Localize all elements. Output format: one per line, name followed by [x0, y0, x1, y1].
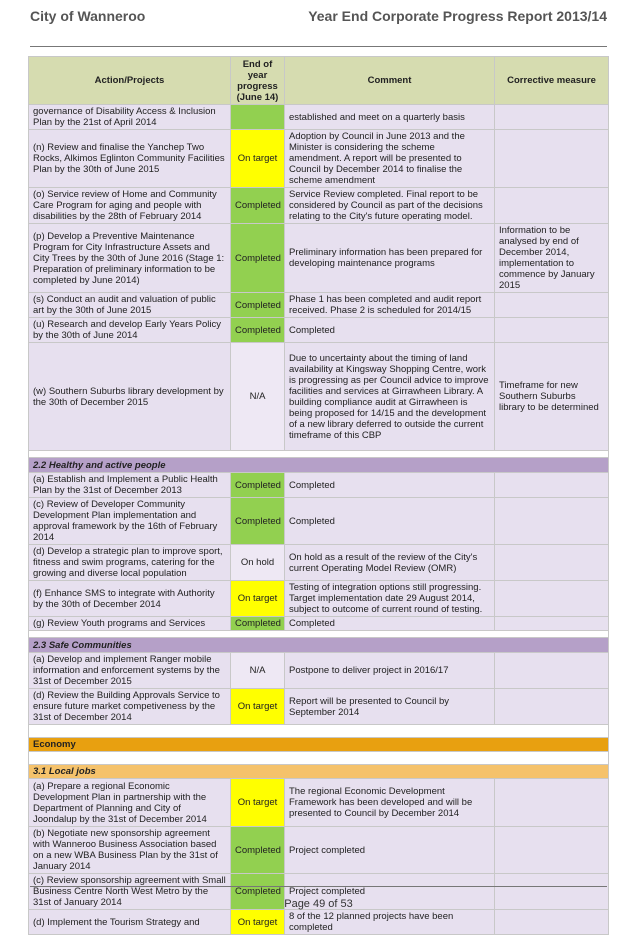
status-cell: On target [231, 130, 285, 188]
action-cell: (n) Review and finalise the Yanchep Two Rocks, Alkimos Eglinton Community Facilities Plan by the 30th of June 2015 [29, 130, 231, 188]
col-header-corrective: Corrective measure [495, 57, 609, 105]
status-cell: Completed [231, 617, 285, 631]
section-title-2-3: 2.3 Safe Communities [29, 638, 609, 653]
corrective-cell [495, 581, 609, 617]
table-header-row [29, 57, 609, 105]
table-row [29, 224, 609, 293]
section-row [29, 458, 609, 473]
section-title-2-2: 2.2 Healthy and active people [29, 458, 609, 473]
action-cell: (b) Negotiate new sponsorship agreement with Wanneroo Business Association based on a new WBA Business Plan by the 31st of January 2014 [29, 827, 231, 874]
status-cell: N/A [231, 343, 285, 451]
corrective-cell: Information to be analysed by end of December 2014, implementation to commence by January 2015 [495, 224, 609, 293]
comment-cell: Report will be presented to Council by September 2014 [285, 689, 495, 725]
table-row [29, 105, 609, 130]
table-row [29, 653, 609, 689]
page-number: Page 49 of 53 [284, 898, 353, 910]
status-cell: On target [231, 779, 285, 827]
corrective-cell [495, 779, 609, 827]
table-row [29, 343, 609, 451]
corrective-cell [495, 130, 609, 188]
comment-cell: 8 of the 12 planned projects have been completed [285, 910, 495, 935]
comment-cell: Adoption by Council in June 2013 and the Minister is considering the scheme amendment. A report will be presented to Council by December 2014 to finalise the scheme amendment [285, 130, 495, 188]
comment-cell: Project completed [285, 827, 495, 874]
corrective-cell [495, 545, 609, 581]
corrective-cell [495, 653, 609, 689]
status-cell [231, 105, 285, 130]
action-cell: (d) Implement the Tourism Strategy and [29, 910, 231, 935]
action-cell: (s) Conduct an audit and valuation of public art by the 30th of June 2015 [29, 293, 231, 318]
table-row [29, 188, 609, 224]
status-cell: Completed [231, 498, 285, 545]
action-cell: (c) Review sponsorship agreement with Small Business Centre North West Metro by the 31st of January 2014 [29, 874, 231, 910]
col-header-action: Action/Projects [29, 57, 231, 105]
table-row [29, 689, 609, 725]
status-cell: Completed [231, 224, 285, 293]
table-row [29, 910, 609, 935]
corrective-cell: Timeframe for new Southern Suburbs library to be determined [495, 343, 609, 451]
status-cell: Completed [231, 293, 285, 318]
page-header [30, 8, 607, 28]
status-cell: Completed [231, 473, 285, 498]
comment-cell: On hold as a result of the review of the City's current Operating Model Review (OMR) [285, 545, 495, 581]
corrective-cell [495, 827, 609, 874]
section-row [29, 765, 609, 779]
status-cell: On target [231, 581, 285, 617]
corrective-cell [495, 293, 609, 318]
status-cell: Completed [231, 827, 285, 874]
status-cell: Completed [231, 318, 285, 343]
report-title: Year End Corporate Progress Report 2013/14 [308, 8, 607, 24]
economy-title: Economy [29, 738, 609, 752]
corrective-cell [495, 498, 609, 545]
comment-cell: Preliminary information has been prepared for developing maintenance programs [285, 224, 495, 293]
action-cell: (p) Develop a Preventive Maintenance Program for City Infrastructure Assets and City Trees by the 30th of June 2016 (Stage 1: Preparation of preliminary information to be completed by June 2014) [29, 224, 231, 293]
comment-cell: Completed [285, 473, 495, 498]
table-row [29, 473, 609, 498]
comment-cell: Due to uncertainty about the timing of land availability at Kingsway Shopping Centre, work is progressing as per Council advice to improve facilities and services at Girrawheen Library. A building compliance audit at Girrawheen is being proposed for 14/15 and the development of a new library deferred to outside the current timeframe of this CBP [285, 343, 495, 451]
table-row [29, 779, 609, 827]
progress-table [28, 56, 609, 935]
comment-cell: established and meet on a quarterly basis [285, 105, 495, 130]
comment-cell: The regional Economic Development Framework has been developed and will be presented to Council by December 2014 [285, 779, 495, 827]
action-cell: (a) Prepare a regional Economic Development Plan in partnership with the Department of Planning and City of Joondalup by the 31st of December 2014 [29, 779, 231, 827]
economy-row [29, 738, 609, 752]
corrective-cell [495, 105, 609, 130]
table-row [29, 293, 609, 318]
table-row [29, 318, 609, 343]
action-cell: (a) Develop and implement Ranger mobile information and enforcement systems by the 31st of December 2015 [29, 653, 231, 689]
section-row [29, 638, 609, 653]
header-divider [30, 46, 607, 47]
corrective-cell [495, 188, 609, 224]
action-cell: (c) Review of Developer Community Development Plan implementation and approval framework by the 16th of February 2014 [29, 498, 231, 545]
comment-cell: Phase 1 has been completed and audit report received. Phase 2 is scheduled for 2014/15 [285, 293, 495, 318]
status-cell: On hold [231, 545, 285, 581]
action-cell: (g) Review Youth programs and Services [29, 617, 231, 631]
comment-cell: Project completed [285, 874, 495, 910]
footer-divider [30, 886, 607, 887]
comment-cell: Service Review completed. Final report to be considered by Council as part of the decisions relating to the City's future operating model. [285, 188, 495, 224]
table-row [29, 498, 609, 545]
table-row [29, 545, 609, 581]
organization-name: City of Wanneroo [30, 8, 146, 24]
comment-cell: Completed [285, 498, 495, 545]
corrective-cell [495, 617, 609, 631]
comment-cell: Postpone to deliver project in 2016/17 [285, 653, 495, 689]
table-row [29, 581, 609, 617]
status-cell: Completed [231, 874, 285, 910]
comment-cell: Completed [285, 318, 495, 343]
action-cell: (a) Establish and Implement a Public Health Plan by the 31st of December 2013 [29, 473, 231, 498]
action-cell: (o) Service review of Home and Community Care Program for aging and people with disabilities by the 28th of February 2014 [29, 188, 231, 224]
col-header-status: End of year progress (June 14) [231, 57, 285, 105]
action-cell: governance of Disability Access & Inclusion Plan by the 21st of April 2014 [29, 105, 231, 130]
status-cell: Completed [231, 188, 285, 224]
section-title-3-1: 3.1 Local jobs [29, 765, 609, 779]
table-row [29, 617, 609, 631]
action-cell: (f) Enhance SMS to integrate with Authority by the 30th of December 2014 [29, 581, 231, 617]
corrective-cell [495, 318, 609, 343]
col-header-comment: Comment [285, 57, 495, 105]
table-row [29, 827, 609, 874]
corrective-cell [495, 910, 609, 935]
status-cell: N/A [231, 653, 285, 689]
status-cell: On target [231, 689, 285, 725]
corrective-cell [495, 473, 609, 498]
comment-cell: Completed [285, 617, 495, 631]
status-cell: On target [231, 910, 285, 935]
corrective-cell [495, 689, 609, 725]
action-cell: (u) Research and develop Early Years Policy by the 30th of June 2014 [29, 318, 231, 343]
action-cell: (d) Develop a strategic plan to improve sport, fitness and swim programs, catering for the growing and diverse local population [29, 545, 231, 581]
action-cell: (d) Review the Building Approvals Service to ensure future market competiveness by the 31st of December 2014 [29, 689, 231, 725]
comment-cell: Testing of integration options still progressing. Target implementation date 29 August 2014, subject to outcome of current round of testing. [285, 581, 495, 617]
table-row [29, 130, 609, 188]
action-cell: (w) Southern Suburbs library development by the 30th of December 2015 [29, 343, 231, 451]
